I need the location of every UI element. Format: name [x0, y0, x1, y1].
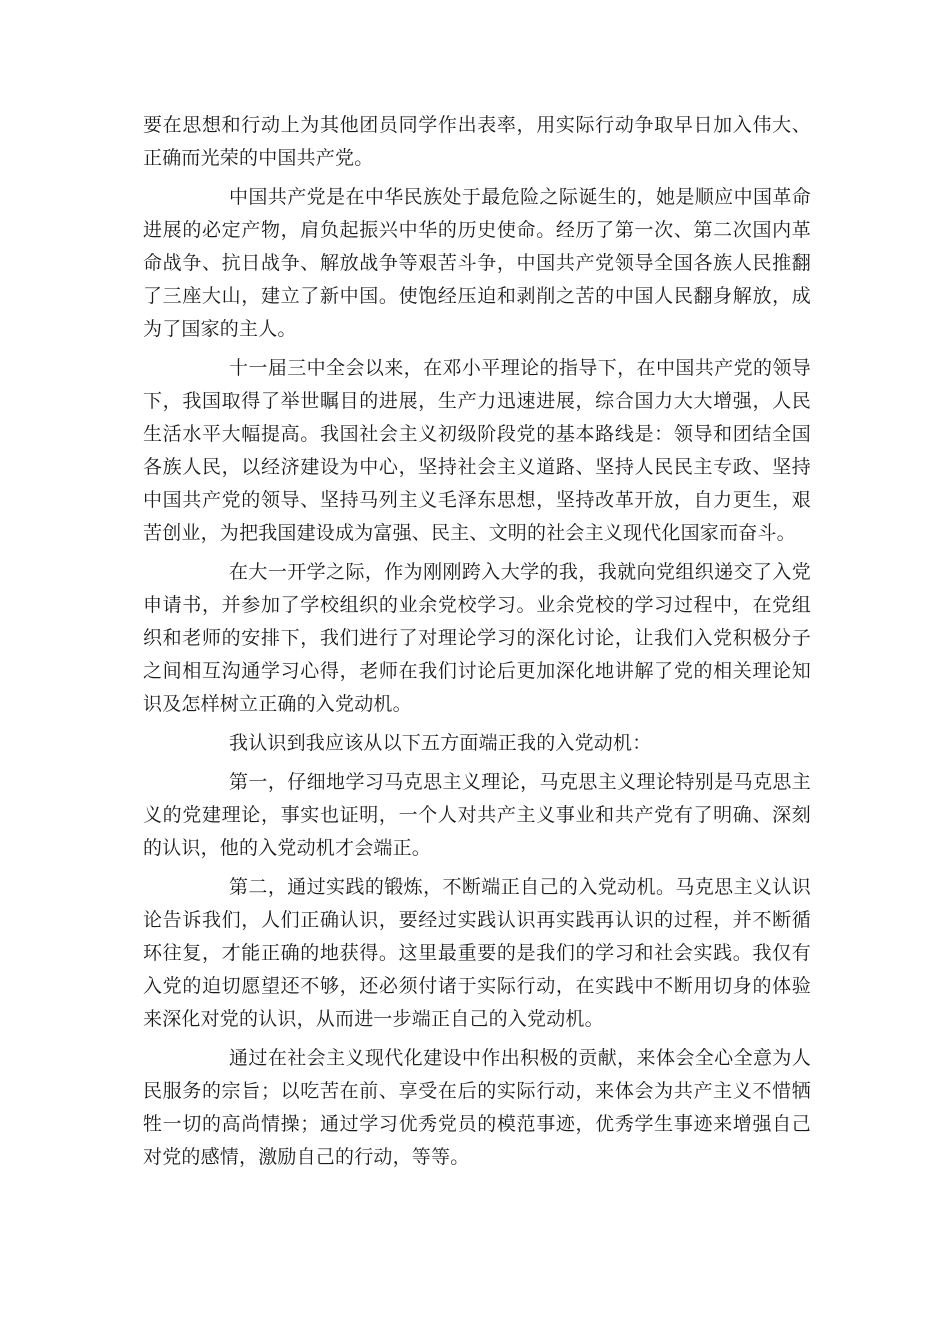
paragraph-contribution: 通过在社会主义现代化建设中作出积极的贡献，来体会全心全意为人民服务的宗旨；以吃苦在前、享受在后的实际行动，来体会为共产主义不惜牺牲一切的高尚情操；通过学习优秀党员的模范事迹，优秀学生事迹来增强自己对党的感情，激励自己的行动，等等。 [143, 1047, 811, 1168]
paragraph-application: 在大一开学之际，作为刚刚跨入大学的我，我就向党组织递交了入党申请书，并参加了学校组织的业余党校学习。业余党校的学习过程中，在党组织和老师的安排下，我们进行了对理论学习的深化讨论，让我们入党积极分子之间相互沟通学习心得，老师在我们讨论后更加深化地讲解了党的相关理论知识及怎样树立正确的入党动机。 [143, 561, 811, 715]
paragraph-point-one: 第一，仔细地学习马克思主义理论，马克思主义理论特别是马克思主义的党建理论，事实也证明，一个人对共产主义事业和共产党有了明确、深刻的认识，他的入党动机才会端正。 [143, 771, 811, 859]
document-body [143, 109, 811, 1180]
paragraph-point-two: 第二，通过实践的锻炼，不断端正自己的入党动机。马克思主义认识论告诉我们，人们正确认识，要经过实践认识再实践再认识的过程，并不断循环往复，才能正确的地获得。这里最重要的是我们的学习和社会实践。我仅有入党的迫切愿望还不够，还必须付诸于实际行动，在实践中不断用切身的体验来深化对党的认识，从而进一步端正自己的入党动机。 [143, 876, 811, 1030]
paragraph-party-history: 中国共产党是在中华民族处于最危险之际诞生的，她是顺应中国革命进展的必定产物，肩负起振兴中华的历史使命。经历了第一次、第二次国内革命战争、抗日战争、解放战争等艰苦斗争，中国共产党领导全国各族人民推翻了三座大山，建立了新中国。使饱经压迫和剥削之苦的中国人民翻身解放，成为了国家的主人。 [143, 186, 811, 340]
paragraph-reform-era: 十一届三中全会以来，在邓小平理论的指导下，在中国共产党的领导下，我国取得了举世瞩目的进展，生产力迅速进展，综合国力大大增强，人民生活水平大幅提高。我国社会主义初级阶段党的基本路线是：领导和团结全国各族人民，以经济建设为中心，坚持社会主义道路、坚持人民民主专政、坚持中国共产党的领导、坚持马列主义毛泽东思想，坚持改革开放，自力更生，艰苦创业，为把我国建设成为富强、民主、文明的社会主义现代化国家而奋斗。 [143, 357, 811, 544]
paragraph-continuation: 要在思想和行动上为其他团员同学作出表率，用实际行动争取早日加入伟大、正确而光荣的中国共产党。 [143, 114, 811, 169]
paragraph-five-aspects-intro: 我认识到我应该从以下五方面端正我的入党动机： [229, 732, 652, 754]
